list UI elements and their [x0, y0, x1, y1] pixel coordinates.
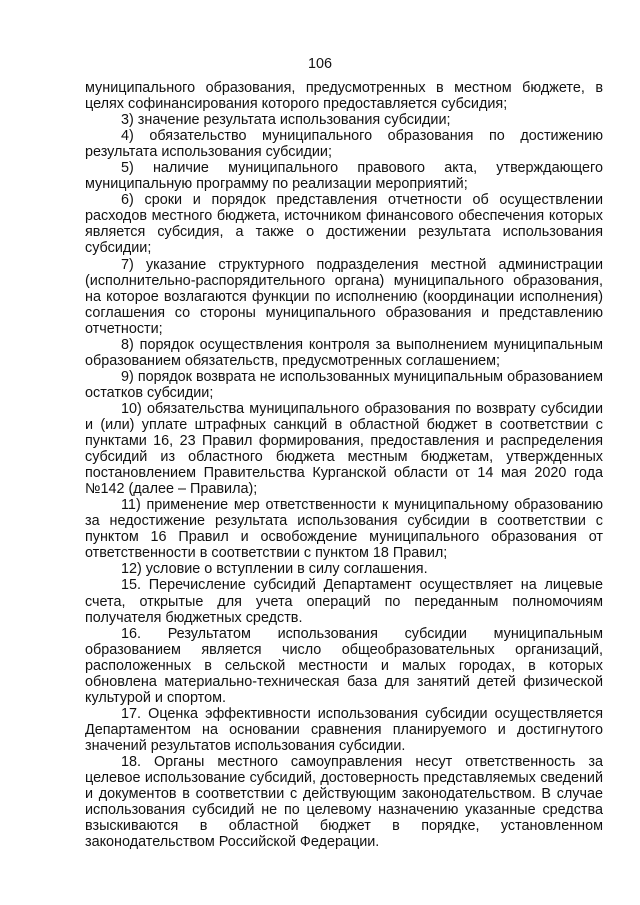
- paragraph-item-11: 11) применение мер ответственности к муниципальному образованию за недостижение результата использования субсидии в соответствии с пунктом 16 Правил и освобождение муниципального образования от ответственности в соответствии с пунктом 18 Правил;: [85, 497, 603, 562]
- paragraph-clause-15: 15. Перечисление субсидий Департамент осуществляет на лицевые счета, открытые для учета операций по переданным полномочиям получателя бюджетных средств.: [85, 577, 603, 626]
- paragraph-item-12: 12) условие о вступлении в силу соглашения.: [121, 561, 428, 578]
- paragraph-item-10: 10) обязательства муниципального образования по возврату субсидии и (или) уплате штрафных санкций в областной бюджет в соответствии с пунктами 16, 23 Правил формирования, предоставления и распределения субсидий из областного бюджета местным бюджетам, утвержденных постановлением Правительства Курганской области от 14 мая 2020 года №142 (далее – Правила);: [85, 400, 603, 498]
- paragraph-item-7: 7) указание структурного подразделения местной администрации (исполнительно-распорядительного органа) муниципального образования, на которое возлагаются функции по исполнению (координации исполнения) соглашения со стороны муниципального образования и представлению отчетности;: [85, 256, 603, 337]
- paragraph-continuation: муниципального образования, предусмотренных в местном бюджете, в целях софинансирования которого предоставляется субсидия;: [85, 80, 603, 113]
- paragraph-clause-16: 16. Результатом использования субсидии муниципальным образованием является число общеобразовательных организаций, расположенных в сельской местности и малых городах, в которых обновлена материально-техническая база для занятий детей физической культурой и спортом.: [85, 625, 603, 706]
- paragraph-clause-17: 17. Оценка эффективности использования субсидии осуществляется Департаментом на основании сравнения планируемого и достигнутого значений результатов использования субсидии.: [85, 705, 603, 754]
- document-body: [85, 80, 603, 850]
- paragraph-item-3: 3) значение результата использования субсидии;: [121, 112, 451, 129]
- paragraph-item-4: 4) обязательство муниципального образования по достижению результата использования субсидии;: [85, 128, 603, 161]
- paragraph-item-8: 8) порядок осуществления контроля за выполнением муниципальным образованием обязательств, предусмотренных соглашением;: [85, 336, 603, 369]
- paragraph-item-9: 9) порядок возврата не использованных муниципальным образованием остатков субсидии;: [85, 368, 603, 401]
- paragraph-item-5: 5) наличие муниципального правового акта, утверждающего муниципальную программу по реализации мероприятий;: [85, 160, 603, 193]
- paragraph-item-6: 6) сроки и порядок представления отчетности об осуществлении расходов местного бюджета, источником финансового обеспечения которых является субсидия, а также о достижении результата использования субсидии;: [85, 192, 603, 257]
- page-number: 106: [307, 56, 332, 72]
- paragraph-clause-18: 18. Органы местного самоуправления несут ответственность за целевое использование субсидий, достоверность представляемых сведений и документов в соответствии с действующим законодательством. В случае использования субсидий не по целевому назначению указанные средства взыскиваются в областной бюджет в порядке, установленном законодательством Российской Федерации.: [85, 753, 603, 851]
